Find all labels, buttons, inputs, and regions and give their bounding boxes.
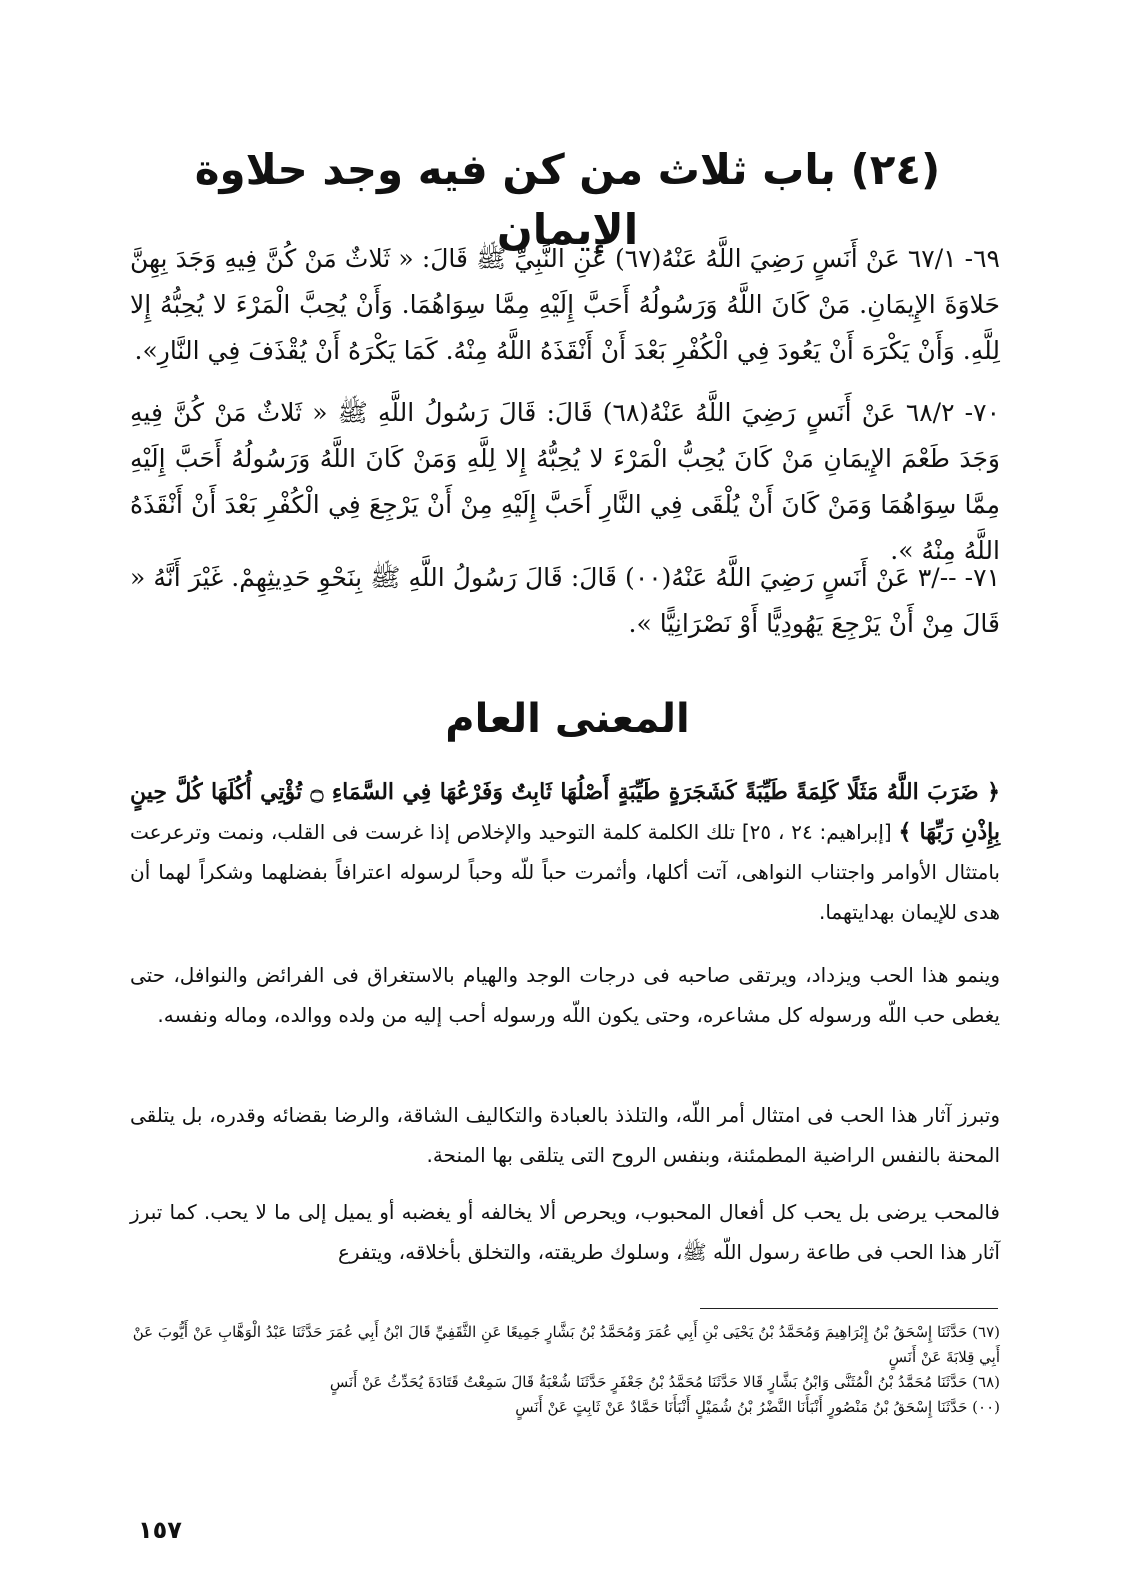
footnotes — [130, 1320, 1000, 1420]
verse-commentary: [إبراهيم: ٢٤ ، ٢٥] تلك الكلمة كلمة التوحيد والإخلاص إذا غرست فى القلب، ونمت وترعرعت بامتثال الأوامر واجتناب النواهى، آتت أكلها، وأثمرت حباً للّه وحباً لرسوله اعترافاً بفضلهما وشكراً لهما أن هدى للإيمان بهدايتهما. — [130, 820, 1000, 924]
footnote-68: (٦٨) حَدَّثَنَا مُحَمَّدُ بْنُ الْمُثَنَّى وَابْنُ بَشَّارٍ قَالا حَدَّثَنَا مُحَمَّدُ بْنُ جَعْفَرٍ حَدَّثَنَا شُعْبَةُ قَالَ سَمِعْتُ قَتَادَةَ يُحَدِّثُ عَنْ أَنَسٍ — [329, 1373, 1000, 1391]
hadith-70: ٧٠- ٦٨/٢ عَنْ أَنَسٍ رَضِيَ اللَّهُ عَنْهُ(٦٨) قَالَ: قَالَ رَسُولُ اللَّهِ ﷺ « ثَلاثٌ مَنْ كُنَّ فِيهِ وَجَدَ طَعْمَ الإِيمَانِ مَنْ كَانَ يُحِبُّ الْمَرْءَ لا يُحِبُّهُ إِلا لِلَّهِ وَمَنْ كَانَ اللَّهُ وَرَسُولُهُ أَحَبَّ إِلَيْهِ مِمَّا سِوَاهُمَا وَمَنْ كَانَ أَنْ يُلْقَى فِي النَّارِ أَحَبَّ إِلَيْهِ مِنْ أَنْ يَرْجِعَ فِي الْكُفْرِ بَعْدَ أَنْ أَنْقَذَهُ اللَّهُ مِنْهُ ». — [130, 398, 1000, 565]
general-meaning-heading: المعنى العام — [445, 696, 690, 742]
quran-verse: ﴿ ضَرَبَ اللَّهُ مَثَلًا كَلِمَةً طَيِّبَةً كَشَجَرَةٍ طَيِّبَةٍ أَصْلُهَا ثَابِتٌ وَفَرْعُهَا فِي السَّمَاءِ ۝ تُؤْتِي أُكُلَهَا كُلَّ حِينٍ بِإِذْنِ رَبِّهَا ﴾ — [130, 779, 1000, 845]
footnote-00: (٠٠) حَدَّثَنَا إِسْحَقُ بْنُ مَنْصُورٍ أَنْبَأَنَا النَّضْرُ بْنُ شُمَيْلٍ أَنْبَأَنَا حَمَّادٌ عَنْ ثَابِتٍ عَنْ أَنَسٍ — [515, 1398, 1000, 1416]
chapter-title: (٢٤) باب ثلاث من كن فيه وجد حلاوة الإيمان — [194, 145, 941, 254]
footnote-divider — [700, 1308, 998, 1309]
page-number: ١٥٧ — [138, 1516, 182, 1544]
paragraph-3: وتبرز آثار هذا الحب فى امتثال أمر اللّه، والتلذذ بالعبادة والتكاليف الشاقة، والرضا بقضائه وقدره، بل يتلقى المحنة بالنفس الراضية المطمئنة، وبنفس الروح التى يتلقى بها المنحة. — [130, 1103, 1000, 1167]
paragraph-4: فالمحب يرضى بل يحب كل أفعال المحبوب، ويحرص ألا يخالفه أو يغضبه أو يميل إلى ما لا يحب. كما تبرز آثار هذا الحب فى طاعة رسول اللّه ﷺ، وسلوك طريقته، والتخلق بأخلاقه، ويتفرع — [130, 1200, 1000, 1264]
hadith-69: ٦٩- ٦٧/١ عَنْ أَنَسٍ رَضِيَ اللَّهُ عَنْهُ(٦٧) عَنِ النَّبِيِّ ﷺ قَالَ: « ثَلاثٌ مَنْ كُنَّ فِيهِ وَجَدَ بِهِنَّ حَلاوَةَ الإِيمَانِ. مَنْ كَانَ اللَّهُ وَرَسُولُهُ أَحَبَّ إِلَيْهِ مِمَّا سِوَاهُمَا. وَأَنْ يُحِبَّ الْمَرْءَ لا يُحِبُّهُ إِلا لِلَّهِ. وَأَنْ يَكْرَهَ أَنْ يَعُودَ فِي الْكُفْرِ بَعْدَ أَنْ أَنْقَذَهُ اللَّهُ مِنْهُ. كَمَا يَكْرَهُ أَنْ يُقْذَفَ فِي النَّارِ». — [130, 244, 1000, 365]
footnote-67: (٦٧) حَدَّثَنَا إِسْحَقُ بْنُ إِبْرَاهِيمَ وَمُحَمَّدُ بْنُ يَحْيَى بْنِ أَبِي عُمَرَ وَمُحَمَّدُ بْنُ بَشَّارٍ جَمِيعًا عَنِ الثَّقَفِيِّ قَالَ ابْنُ أَبِي عُمَرَ حَدَّثَنَا عَبْدُ الْوَهَّابِ عَنْ أَيُّوبَ عَنْ أَبِي قِلابَةَ عَنْ أَنَسٍ — [132, 1323, 1000, 1366]
hadith-71: ٧١- --/٣ عَنْ أَنَسٍ رَضِيَ اللَّهُ عَنْهُ(٠٠) قَالَ: قَالَ رَسُولُ اللَّهِ ﷺ بِنَحْوِ حَدِيثِهِمْ. غَيْرَ أَنَّهُ « قَالَ مِنْ أَنْ يَرْجِعَ يَهُودِيًّا أَوْ نَصْرَانِيًّا ». — [130, 563, 1000, 638]
paragraph-verse — [130, 772, 1000, 932]
paragraph-2: وينمو هذا الحب ويزداد، ويرتقى صاحبه فى درجات الوجد والهيام بالاستغراق فى الفرائض والنوافل، حتى يغطى حب اللّه ورسوله كل مشاعره، وحتى يكون اللّه ورسوله أحب إليه من ولده ووالده، وماله ونفسه. — [130, 963, 1000, 1027]
